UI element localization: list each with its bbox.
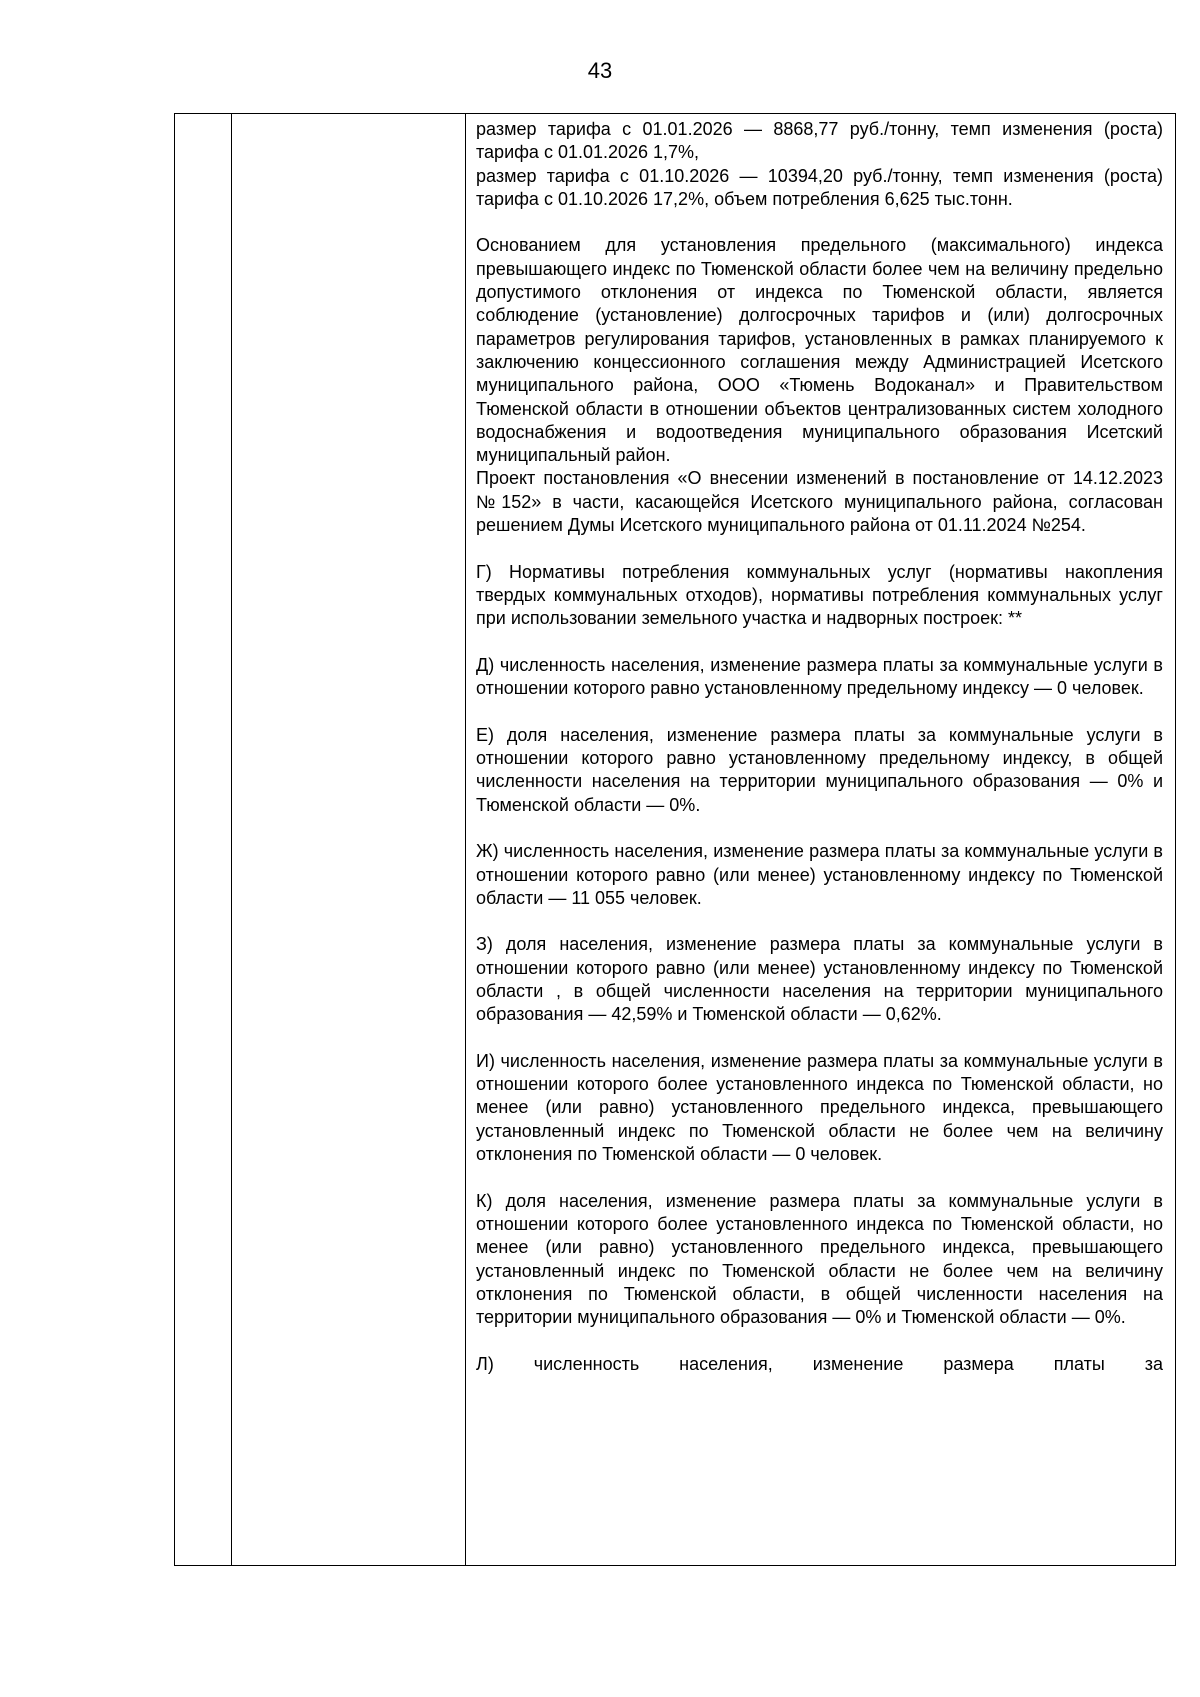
paragraph-item-i: И) численность населения, изменение размера платы за коммунальные услуги в отношении которого более установленного индекса по Тюменской области, но менее (или равно) установленного предельного индекса, превышающего установленный индекс по Тюменской области не более чем на величину отклонения по Тюменской области — 0 человек. [476,1050,1163,1165]
paragraph-item-l: Л) численность населения, изменение размера платы за [476,1353,1163,1374]
table-cell-text [466,114,1176,1566]
paragraph-tariff-2026-10: размер тарифа с 01.10.2026 — 10394,20 руб./тонну, темп изменения (роста) тарифа с 01.10.2026 17,2%, объем потребления 6,625 тыс.тонн. [476,165,1163,209]
paragraph-item-k: К) доля населения, изменение размера платы за коммунальные услуги в отношении которого более установленного индекса по Тюменской области, но менее (или равно) установленного предельного индекса, превышающего установленный индекс по Тюменской области не более чем на величину отклонения по Тюменской области, в общей численности населения на территории муниципального образования — 0% и Тюменской области — 0%. [476,1190,1163,1328]
paragraph-item-d: Д) численность населения, изменение размера платы за коммунальные услуги в отношении которого равно установленному предельному индексу — 0 человек. [476,654,1163,699]
paragraph-project-resolution: Проект постановления «О внесении изменений в постановление от 14.12.2023 №152» в части, касающейся Исетского муниципального района, согласован решением Думы Исетского муниципального района от 01.11.2024 №254. [476,468,1163,536]
page-number: 43 [587,58,613,83]
paragraph-item-zh: Ж) численность населения, изменение размера платы за коммунальные услуги в отношении которого равно (или менее) установленному индексу по Тюменской области — 11 055 человек. [476,841,1163,908]
paragraph-basis: Основанием для установления предельного (максимального) индекса превышающего индекс по Тюменской области более чем на величину предельно допустимого отклонения от индекса по Тюменской области, является соблюдение (установление) долгосрочных тарифов и (или) долгосрочных параметров регулирования тарифов, установленных в рамках планируемого к заключению концессионного соглашения между Администрацией Исетского муниципального района, ООО «Тюмень Водоканал» и Правительством Тюменской области в отношении объектов централизованных систем холодного водоснабжения и водоотведения муниципального образования Исетский муниципальный район. [476,235,1163,466]
document-table [174,113,1176,1566]
paragraph-item-z: З) доля населения, изменение размера платы за коммунальные услуги в отношении которого равно (или менее) установленному индексу по Тюменской области , в общей численности населения на территории муниципального образования — 42,59% и Тюменской области — 0,62%. [476,934,1163,1025]
table-row [175,114,1176,1566]
paragraph-item-e: Е) доля населения, изменение размера платы за коммунальные услуги в отношении которого равно установленному предельному индексу, в общей численности населения на территории муниципального образования — 0% и Тюменской области — 0%. [476,724,1163,815]
table-cell-empty-1 [175,114,232,1566]
paragraph-item-g: Г) Нормативы потребления коммунальных услуг (нормативы накопления твердых коммунальных отходов), нормативы потребления коммунальных услуг при использовании земельного участка и надворных построек: ** [476,561,1163,629]
paragraph-tariff-2026-01: размер тарифа с 01.01.2026 — 8868,77 руб./тонну, темп изменения (роста) тарифа с 01.01.2026 1,7%, [476,119,1163,163]
table-cell-empty-2 [232,114,466,1566]
